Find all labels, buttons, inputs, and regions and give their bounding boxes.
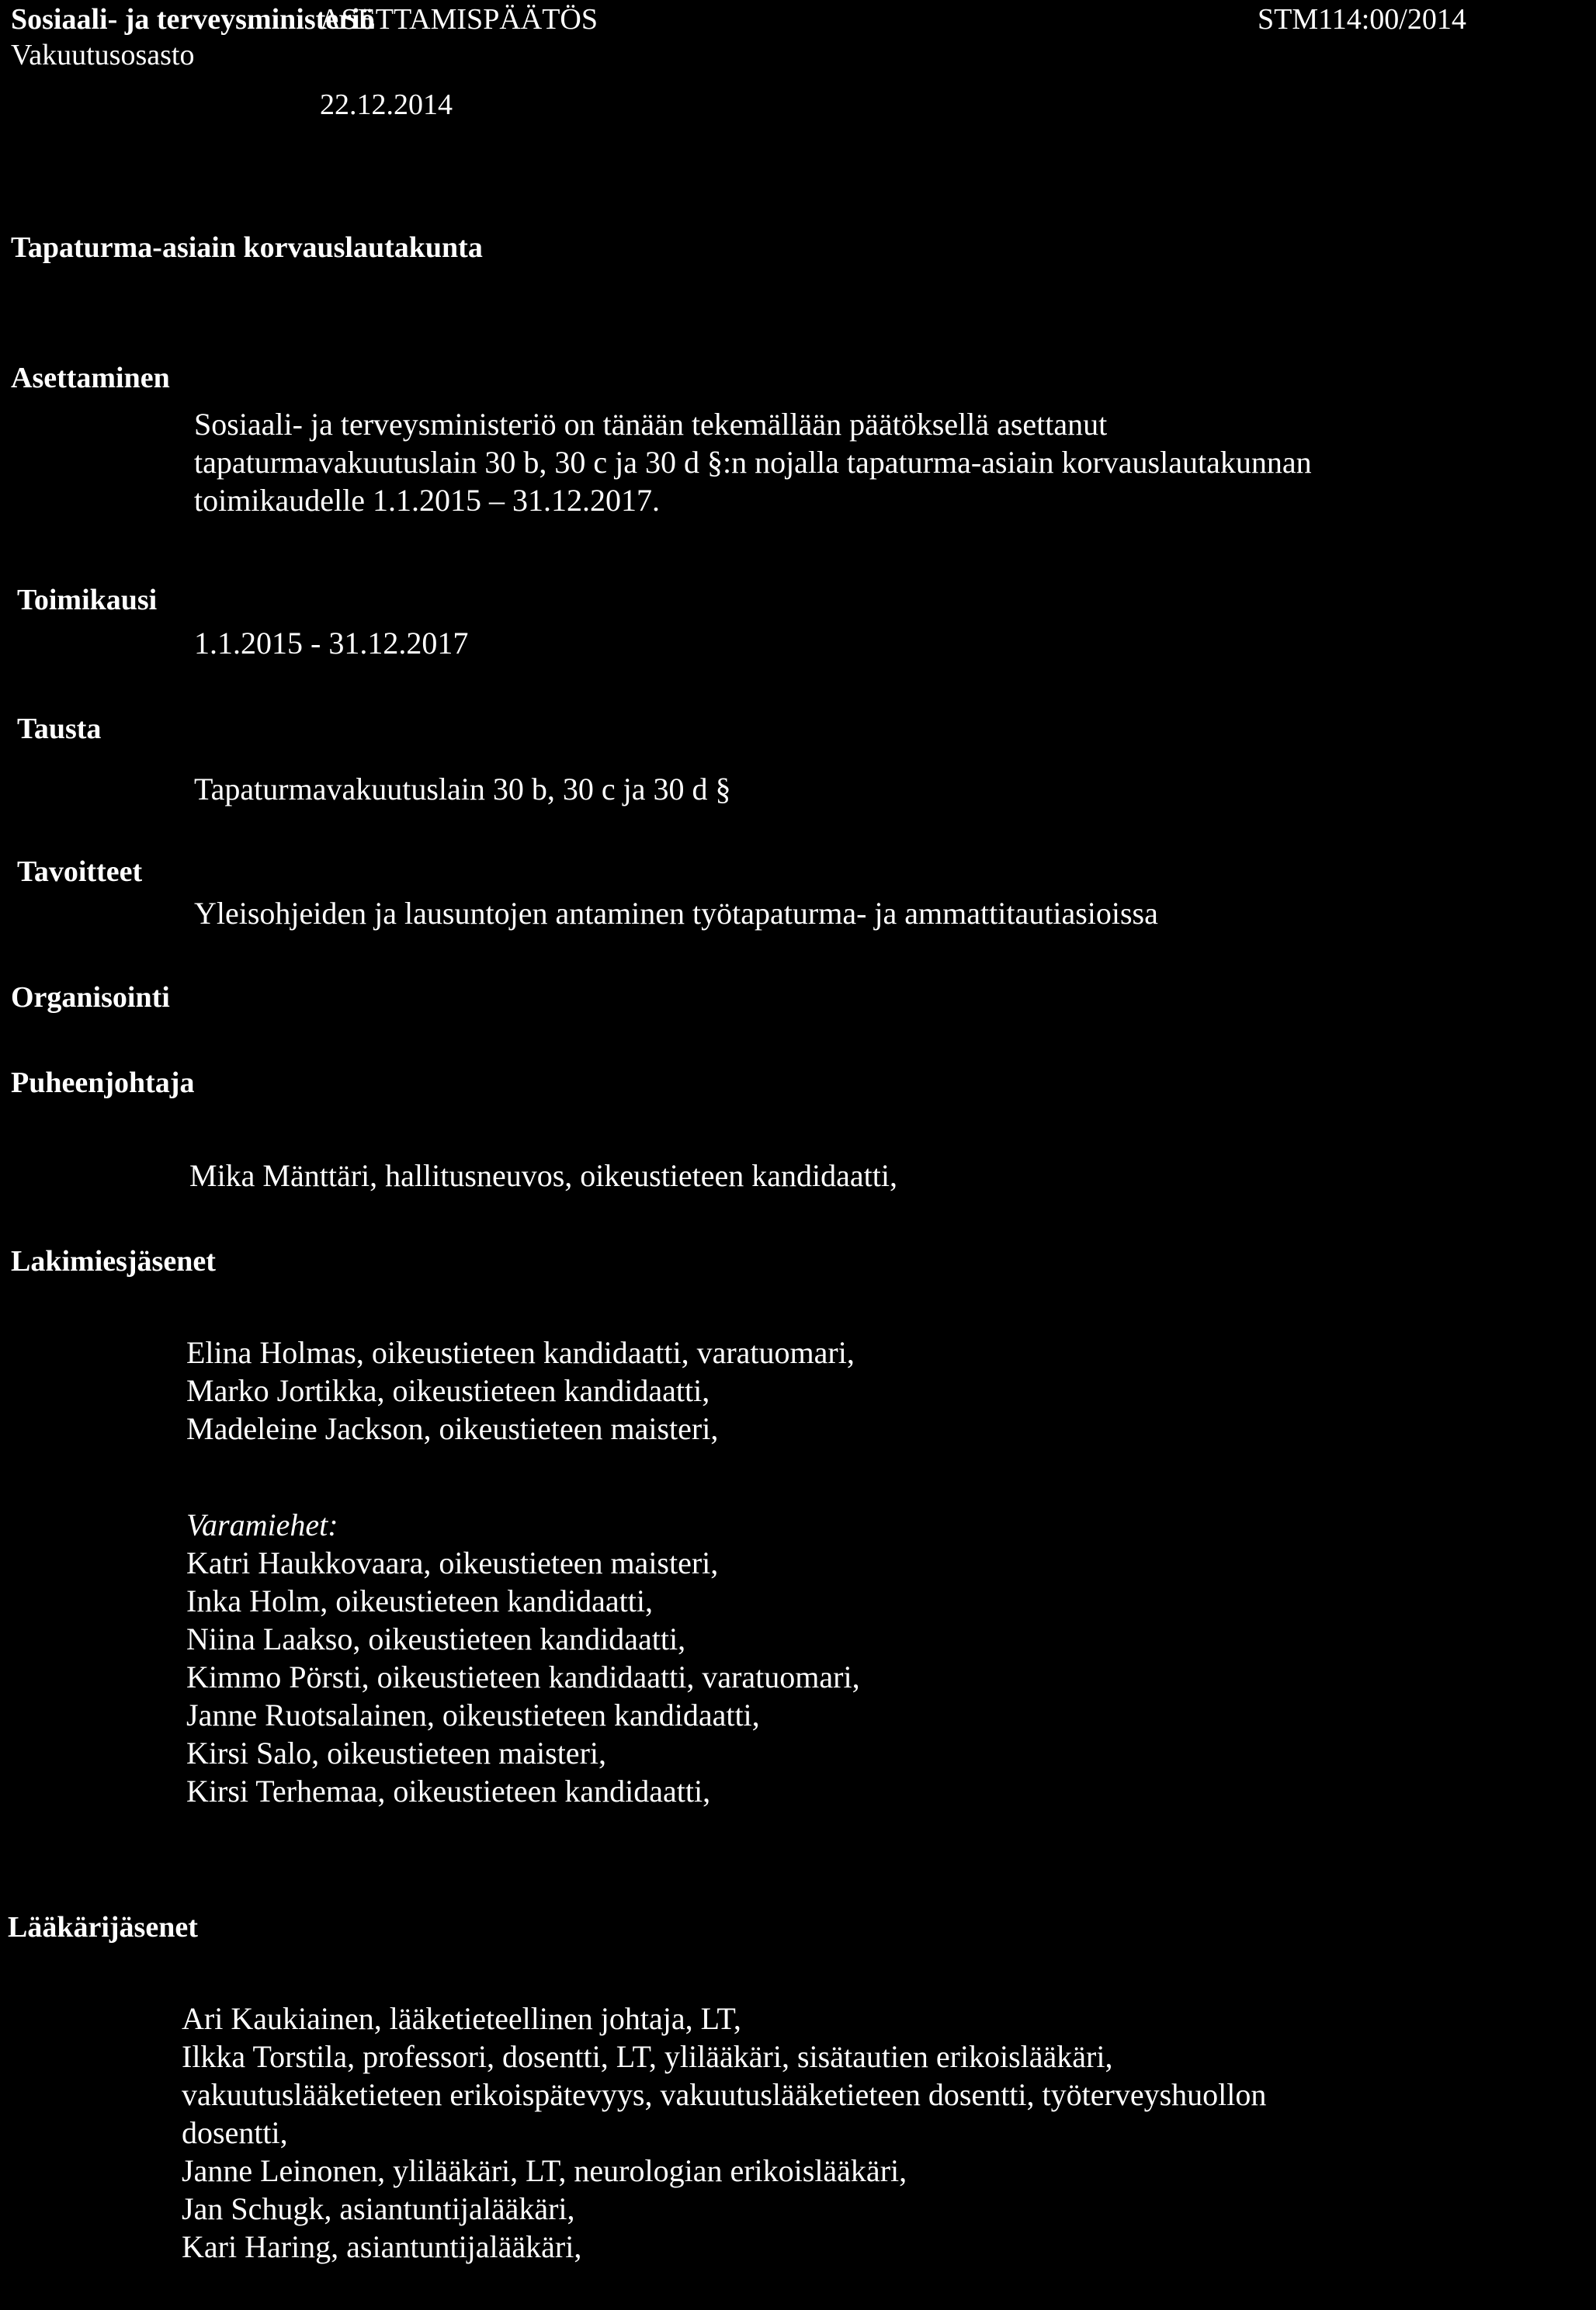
list-item: Kirsi Terhemaa, oikeustieteen kandidaatti, (186, 1774, 711, 1809)
asettaminen-line-1: Sosiaali- ja terveysministeriö on tänään tekemällään päätöksellä asettanut (194, 407, 1108, 442)
section-label-laakarijasenet: Lääkärijäsenet (8, 1911, 198, 1944)
list-item: Janne Ruotsalainen, oikeustieteen kandidaatti, (186, 1698, 760, 1732)
asettaminen-line-2: tapaturmavakuutuslain 30 b, 30 c ja 30 d §:n nojalla tapaturma-asiain korvauslautakunnan (194, 445, 1312, 480)
section-label-organisointi: Organisointi (11, 981, 170, 1014)
list-item: Marko Jortikka, oikeustieteen kandidaatti, (186, 1373, 710, 1408)
puheenjohtaja-text: Mika Mänttäri, hallitusneuvos, oikeustieteen kandidaatti, (189, 1158, 898, 1193)
list-item: Kirsi Salo, oikeustieteen maisteri, (186, 1736, 606, 1771)
list-item: Niina Laakso, oikeustieteen kandidaatti, (186, 1622, 686, 1656)
section-label-tausta: Tausta (17, 713, 102, 745)
lakimiesjasenet-deputies (186, 1506, 860, 1810)
document-date: 22.12.2014 (320, 88, 453, 121)
department-name: Vakuutusosasto (11, 39, 195, 71)
document-title: Tapaturma-asiain korvauslautakunta (11, 231, 483, 264)
list-item: Katri Haukkovaara, oikeustieteen maisteri, (186, 1545, 719, 1580)
list-item: Jan Schugk, asiantuntijalääkäri, (182, 2191, 575, 2226)
document-type: ASETTAMISPÄÄTÖS (320, 3, 598, 36)
reference-number: STM114:00/2014 (1258, 3, 1466, 36)
list-item: vakuutuslääketieteen erikoispätevyys, vakuutuslääketieteen dosentti, työterveyshuollon (182, 2077, 1267, 2112)
section-label-tavoitteet: Tavoitteet (17, 855, 143, 888)
laakarijasenet-members (182, 2000, 1266, 2266)
list-item: dosentti, (182, 2115, 288, 2150)
tausta-text: Tapaturmavakuutuslain 30 b, 30 c ja 30 d § (194, 772, 731, 806)
section-label-puheenjohtaja: Puheenjohtaja (11, 1067, 195, 1099)
list-item: Kari Haring, asiantuntijalääkäri, (182, 2229, 582, 2264)
list-item: Janne Leinonen, ylilääkäri, LT, neurologian erikoislääkäri, (182, 2153, 907, 2188)
list-item: Ilkka Torstila, professori, dosentti, LT, ylilääkäri, sisätautien erikoislääkäri, (182, 2039, 1113, 2074)
section-label-lakimiesjasenet: Lakimiesjäsenet (11, 1245, 216, 1278)
deputies-label: Varamiehet: (186, 1507, 338, 1542)
section-label-toimikausi: Toimikausi (17, 584, 158, 616)
section-label-asettaminen: Asettaminen (11, 362, 170, 394)
list-item: Inka Holm, oikeustieteen kandidaatti, (186, 1583, 653, 1618)
tavoitteet-text: Yleisohjeiden ja lausuntojen antaminen työtapaturma- ja ammattitautiasioissa (194, 896, 1158, 931)
list-item: Madeleine Jackson, oikeustieteen maisteri, (186, 1411, 719, 1446)
toimikausi-text: 1.1.2015 - 31.12.2017 (194, 626, 469, 661)
asettaminen-line-3: toimikaudelle 1.1.2015 – 31.12.2017. (194, 483, 660, 518)
lakimiesjasenet-members (186, 1334, 855, 1448)
list-item: Ari Kaukiainen, lääketieteellinen johtaja, LT, (182, 2001, 741, 2036)
ministry-name: Sosiaali- ja terveysministeriö (11, 3, 375, 36)
list-item: Kimmo Pörsti, oikeustieteen kandidaatti, varatuomari, (186, 1660, 860, 1694)
list-item: Elina Holmas, oikeustieteen kandidaatti, varatuomari, (186, 1335, 855, 1370)
asettaminen-text (194, 405, 1312, 519)
